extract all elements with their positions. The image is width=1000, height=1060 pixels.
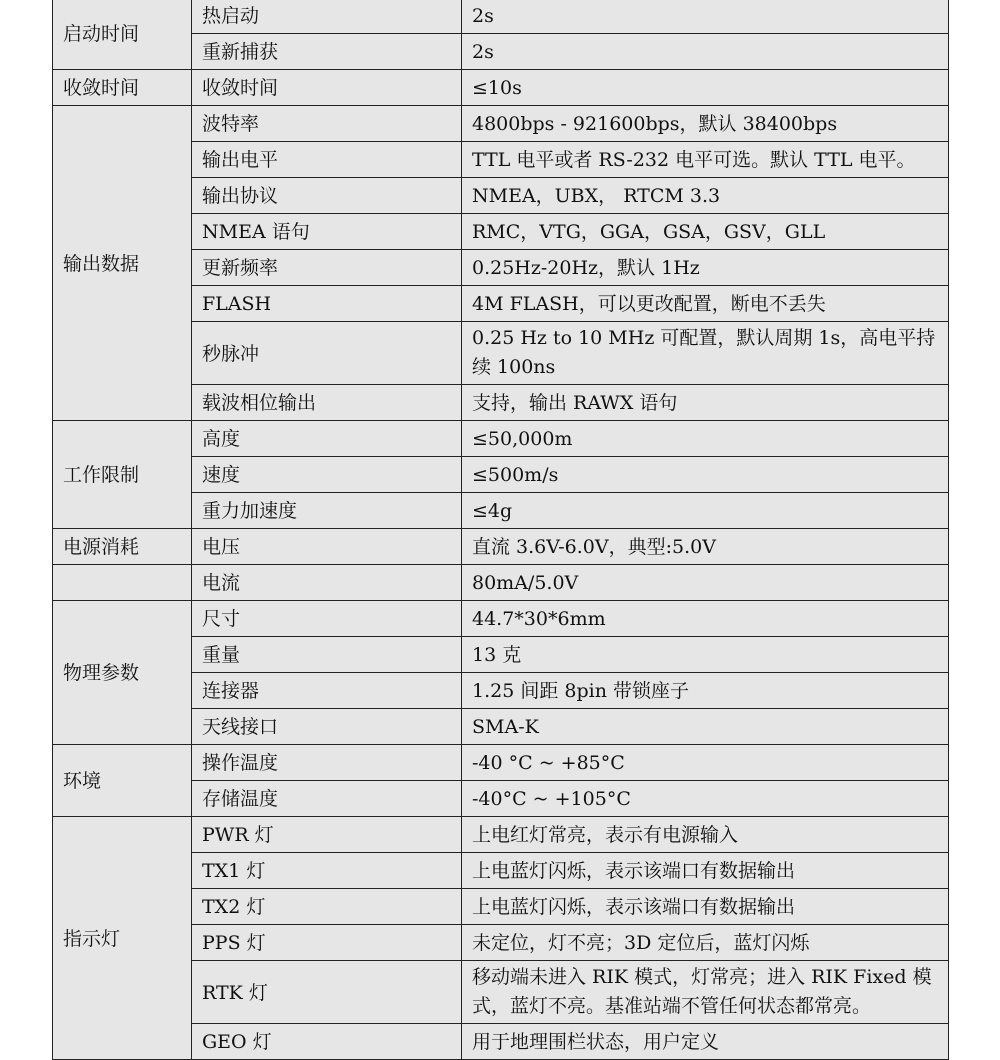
param-cell: 天线接口 — [192, 709, 462, 745]
param-cell: 收敛时间 — [192, 70, 462, 106]
param-cell: PPS 灯 — [192, 925, 462, 961]
param-cell: GEO 灯 — [192, 1024, 462, 1060]
value-cell: -40 °C ~ +85°C — [462, 745, 949, 781]
spec-row — [53, 529, 949, 565]
value-cell: RMC，VTG，GGA，GSA，GSV，GLL — [462, 214, 949, 250]
spec-row — [53, 745, 949, 781]
spec-row — [53, 601, 949, 637]
value-cell: 2s — [462, 34, 949, 70]
value-cell: ≤4g — [462, 493, 949, 529]
value-cell: 上电红灯常亮，表示有电源输入 — [462, 817, 949, 853]
value-cell: 0.25 Hz to 10 MHz 可配置，默认周期 1s，高电平持续 100ns — [462, 322, 949, 385]
value-cell: -40°C ~ +105°C — [462, 781, 949, 817]
value-cell: ≤500m/s — [462, 457, 949, 493]
param-cell: 输出电平 — [192, 142, 462, 178]
param-cell: 操作温度 — [192, 745, 462, 781]
value-cell: NMEA，UBX， RTCM 3.3 — [462, 178, 949, 214]
param-cell: 载波相位输出 — [192, 385, 462, 421]
category-cell: 环境 — [53, 745, 192, 817]
param-cell: TX1 灯 — [192, 853, 462, 889]
param-cell: 重量 — [192, 637, 462, 673]
param-cell: FLASH — [192, 286, 462, 322]
spec-row — [53, 565, 949, 601]
value-cell: 0.25Hz-20Hz，默认 1Hz — [462, 250, 949, 286]
category-cell: 电源消耗 — [53, 529, 192, 565]
value-cell: 支持，输出 RAWX 语句 — [462, 385, 949, 421]
value-cell: 80mA/5.0V — [462, 565, 949, 601]
param-cell: NMEA 语句 — [192, 214, 462, 250]
category-cell: 物理参数 — [53, 601, 192, 745]
param-cell: 电压 — [192, 529, 462, 565]
param-cell: 高度 — [192, 421, 462, 457]
value-cell: 上电蓝灯闪烁，表示该端口有数据输出 — [462, 853, 949, 889]
spec-row — [53, 817, 949, 853]
param-cell: 秒脉冲 — [192, 322, 462, 385]
value-cell: 2s — [462, 0, 949, 34]
value-cell: 未定位，灯不亮；3D 定位后，蓝灯闪烁 — [462, 925, 949, 961]
spec-table-body — [53, 0, 949, 1060]
param-cell: 连接器 — [192, 673, 462, 709]
value-cell: 直流 3.6V-6.0V，典型:5.0V — [462, 529, 949, 565]
value-cell: 4800bps - 921600bps，默认 38400bps — [462, 106, 949, 142]
param-cell: 重新捕获 — [192, 34, 462, 70]
param-cell: 电流 — [192, 565, 462, 601]
category-cell — [53, 565, 192, 601]
value-cell: 13 克 — [462, 637, 949, 673]
value-cell: 用于地理围栏状态，用户定义 — [462, 1024, 949, 1060]
spec-row — [53, 106, 949, 142]
param-cell: 输出协议 — [192, 178, 462, 214]
category-cell: 启动时间 — [53, 0, 192, 70]
spec-table — [52, 0, 949, 1060]
category-cell: 输出数据 — [53, 106, 192, 421]
spec-row — [53, 0, 949, 34]
value-cell: 移动端未进入 RIK 模式，灯常亮；进入 RIK Fixed 模式，蓝灯不亮。基准站端不管任何状态都常亮。 — [462, 961, 949, 1024]
spec-row — [53, 70, 949, 106]
value-cell: 44.7*30*6mm — [462, 601, 949, 637]
param-cell: PWR 灯 — [192, 817, 462, 853]
value-cell: TTL 电平或者 RS-232 电平可选。默认 TTL 电平。 — [462, 142, 949, 178]
param-cell: 更新频率 — [192, 250, 462, 286]
category-cell: 工作限制 — [53, 421, 192, 529]
param-cell: 速度 — [192, 457, 462, 493]
value-cell: SMA-K — [462, 709, 949, 745]
param-cell: 尺寸 — [192, 601, 462, 637]
value-cell: ≤10s — [462, 70, 949, 106]
param-cell: 重力加速度 — [192, 493, 462, 529]
value-cell: ≤50,000m — [462, 421, 949, 457]
param-cell: TX2 灯 — [192, 889, 462, 925]
category-cell: 收敛时间 — [53, 70, 192, 106]
param-cell: 热启动 — [192, 0, 462, 34]
param-cell: 存储温度 — [192, 781, 462, 817]
value-cell: 上电蓝灯闪烁，表示该端口有数据输出 — [462, 889, 949, 925]
param-cell: RTK 灯 — [192, 961, 462, 1024]
param-cell: 波特率 — [192, 106, 462, 142]
value-cell: 1.25 间距 8pin 带锁座子 — [462, 673, 949, 709]
spec-row — [53, 421, 949, 457]
value-cell: 4M FLASH，可以更改配置，断电不丢失 — [462, 286, 949, 322]
category-cell: 指示灯 — [53, 817, 192, 1060]
